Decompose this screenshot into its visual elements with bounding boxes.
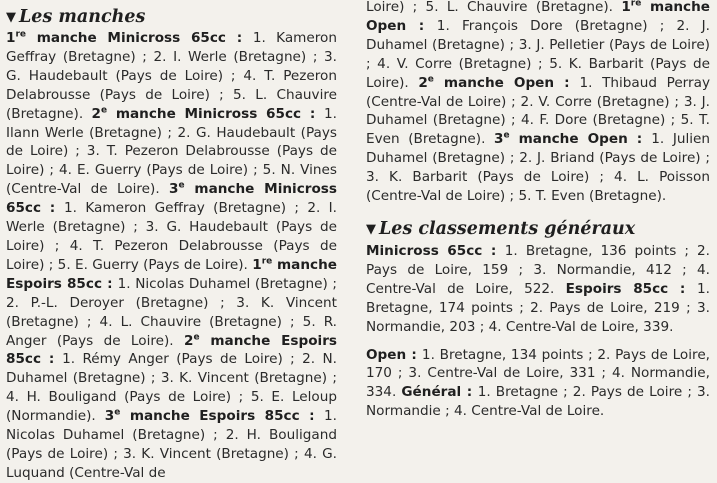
label-run: e [193, 331, 200, 342]
label-run: re [630, 0, 642, 9]
label-run: 3 [104, 408, 115, 425]
label-run: manche Minicross 65cc : [6, 181, 337, 217]
text-run: 1. François Dore (Bretagne) ; 2. J. Duhamel (Bretagne) ; 3. J. Pelletier (Pays de Loire) ; 4. V. Corre (Bretagne) ; 5. K. Barbarit (Pays de Loire). [366, 17, 710, 91]
text-run: 1. Kameron Geffray (Bretagne) ; 2. I. Werle (Bretagne) ; 3. G. Haudebault (Pays de Loire) ; 4. T. Pezeron Delabrousse (Pays de Loire) ; 5. E. Guerry (Pays de Loire). [6, 200, 337, 273]
label-run: Open : [366, 346, 422, 363]
triangle-down-icon: ▼ [366, 221, 376, 237]
label-run: manche Open : [433, 74, 580, 91]
text-run: 1. Bretagne, 136 points ; 2. Pays de Loire, 159 ; 3. Normandie, 412 ; 4. Centre-Val de Loire, 522. [366, 242, 710, 297]
classements-paragraph-1 [366, 242, 710, 337]
text-run: 1. Ilann Werle (Bretagne) ; 2. G. Haudebault (Pays de Loire) ; 3. T. Pezeron Delabrousse (Pays de Loire) ; 4. E. Guerry (Pays de Loire) ; 5. N. Vines (Centre-Val de Loire). [6, 105, 337, 198]
text-run: 1. Nicolas Duhamel (Bretagne) ; 2. P.-L. Deroyer (Bretagne) ; 3. K. Vincent (Bretagne) ; 4. L. Chauvire (Bretagne) ; 5. R. Anger (Pays de Loire). [6, 275, 337, 349]
text-run: 1. Nicolas Duhamel (Bretagne) ; 2. H. Bouligand (Pays de Loire) ; 3. K. Vincent (Bretagne) ; 4. G. Luquand (Centre-Val de [6, 408, 337, 481]
label-run: 2 [184, 332, 194, 349]
label-run: 1 [621, 0, 631, 15]
label-run: 3 [494, 131, 504, 148]
label-run: 2 [91, 105, 101, 122]
label-run: 1 [252, 256, 262, 273]
text-run: 1. Bretagne ; 2. Pays de Loire ; 3. Normandie ; 4. Centre-Val de Loire. [366, 384, 710, 420]
label-run: Espoirs 85cc : [565, 280, 698, 297]
label-run: e [178, 180, 185, 191]
heading-text: Les classements généraux [379, 218, 636, 239]
label-run: re [15, 29, 27, 40]
left-column [6, 7, 337, 483]
label-run: manche Minicross 65cc : [107, 105, 325, 122]
manches-results-part2 [366, 0, 710, 206]
label-run: manche Espoirs 85cc : [6, 256, 337, 292]
label-run: e [114, 407, 121, 418]
label-run: manche Open : [509, 131, 652, 148]
label-run: e [100, 105, 108, 116]
text-run: 1. Julien Duhamel (Bretagne) ; 2. J. Briand (Pays de Loire) ; 3. K. Barbarit (Pays de Loire) ; 4. L. Poisson (Centre-Val de Loire) ; 5. T. Even (Bretagne). [366, 131, 710, 205]
text-run: 1. Kameron Geffray (Bretagne) ; 2. I. Werle (Bretagne) ; 3. G. Haudebault (Pays de Loire) ; 4. T. Pezeron Delabrousse (Pays de Loire) ; 5. L. Chauvire (Bretagne). [6, 30, 337, 122]
text-run: 1. Thibaud Perray (Centre-Val de Loire) ; 2. V. Corre (Bretagne) ; 3. J. Duhamel (Bretagne) ; 4. F. Dore (Bretagne) ; 5. T. Even (Bretagne). [366, 74, 710, 148]
paragraph-gap [366, 337, 710, 346]
label-run: manche Minicross 65cc : [26, 30, 253, 46]
heading-classements-generaux [366, 219, 710, 240]
label-run: e [427, 74, 434, 85]
right-column [366, 0, 710, 421]
triangle-down-icon: ▼ [6, 10, 16, 25]
manches-results-part1 [6, 29, 337, 483]
label-run: manche Espoirs 85cc : [6, 332, 337, 368]
text-run: 1. Bretagne, 134 points ; 2. Pays de Loire, 170 ; 3. Centre-Val de Loire, 331 ; 4. Normandie, 334. [366, 346, 711, 401]
label-run: manche Espoirs 85cc : [120, 408, 325, 425]
label-run: 1 [6, 30, 16, 46]
text-run: 1. Bretagne, 174 points ; 2. Pays de Loire, 219 ; 3. Normandie, 203 ; 4. Centre-Val de Loire, 339. [366, 280, 710, 335]
heading-text: Les manches [19, 7, 146, 27]
classements-paragraph-2 [366, 346, 710, 422]
label-run: 3 [169, 181, 179, 198]
label-run: manche Open : [366, 0, 711, 34]
heading-les-manches [6, 7, 337, 28]
text-run: 1. Rémy Anger (Pays de Loire) ; 2. N. Duhamel (Bretagne) ; 3. K. Vincent (Bretagne) ; 4. H. Bouligand (Pays de Loire) ; 5. E. Leloup (Normandie). [6, 351, 337, 425]
label-run: 2 [418, 74, 428, 91]
label-run: e [503, 130, 510, 141]
label-run: Minicross 65cc : [366, 242, 505, 259]
label-run: Général : [401, 384, 478, 401]
text-run: Loire) ; 5. L. Chauvire (Bretagne). [366, 0, 622, 15]
label-run: re [261, 256, 273, 267]
